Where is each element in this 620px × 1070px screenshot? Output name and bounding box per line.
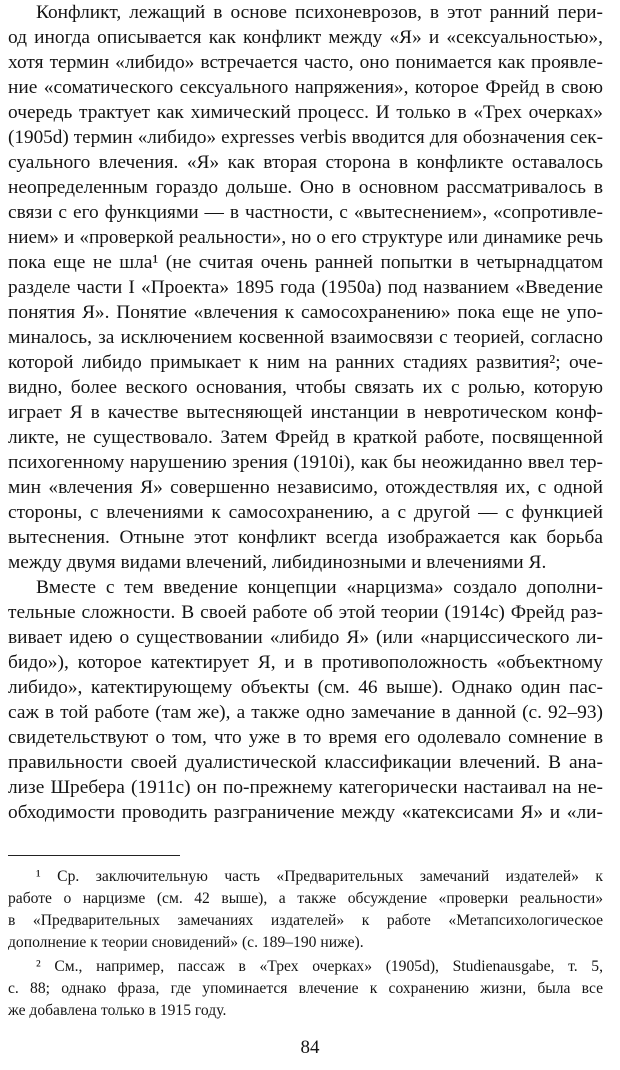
text-line: пока еще не шла¹ (не считая очень ранней попытки в четырнадцатом xyxy=(8,252,603,273)
footnote-line: ² См., например, пассаж в «Трех очерках» (1905d), Studienausgabe, т. 5, xyxy=(36,958,603,975)
text-line: неопределенным гораздо дольше. Оно в основном рассматривалось в xyxy=(8,177,603,198)
text-line: Вместе с тем введение концепции «нарцизма» создало дополни- xyxy=(36,577,603,598)
text-line: Конфликт, лежащий в основе психоневрозов, в этот ранний пери- xyxy=(36,2,603,23)
text-line: свидетельствуют о том, что уже в то время его одолевало сомнение в xyxy=(8,727,603,748)
text-line: тельные сложности. В своей работе об этой теории (1914c) Фрейд раз- xyxy=(8,602,603,623)
text-line: разделе части I «Проекта» 1895 года (1950a) под названием «Введение xyxy=(8,277,603,298)
text-line: бидо»), которое катектирует Я, и в противоположность «объектному xyxy=(8,652,603,673)
text-line: хотя термин «либидо» встречается часто, оно понимается как проявле- xyxy=(8,52,603,73)
text-line: связи с его функциями — в частности, с «вытеснением», «сопротивле- xyxy=(8,202,603,223)
text-line: вивает идею о существовании «либидо Я» (или «нарциссического ли- xyxy=(8,627,603,648)
text-line: од иногда описывается как конфликт между «Я» и «сексуальностью», xyxy=(8,27,603,48)
text-line: (1905d) термин «либидо» expresses verbis вводится для обозначения сек- xyxy=(8,127,603,148)
text-line: понятия Я». Понятие «влечения к самосохранению» пока еще не упо- xyxy=(8,302,603,323)
text-line: лизе Шребера (1911c) он по-прежнему категорически настаивал на не- xyxy=(8,777,603,798)
footnote-line: с. 88; однако фраза, где упоминается влечение к сохранению жизни, была все xyxy=(8,980,603,997)
footnote-line: в «Предварительных замечаниях издателей» к работе «Метапсихологическое xyxy=(8,912,603,929)
footnote-divider xyxy=(8,855,180,856)
footnote-line: работе о нарцизме (см. 42 выше), а также обсуждение «проверки реальности» xyxy=(8,890,603,907)
text-line: суального влечения. «Я» как вторая сторона в конфликте оставалось xyxy=(8,152,603,173)
page-number: 84 xyxy=(300,1037,320,1058)
text-line: мин «влечения Я» совершенно независимо, отождествляя их, с одной xyxy=(8,477,603,498)
text-line: ликте, не существовало. Затем Фрейд в краткой работе, посвященной xyxy=(8,427,603,448)
text-line: правильности своей дуалистической классификации влечений. В ана- xyxy=(8,752,603,773)
text-line: ние «соматического сексуального напряжения», которое Фрейд в свою xyxy=(8,77,603,98)
text-line: обходимости проводить разграничение между «катексисами Я» и «ли- xyxy=(8,802,603,823)
text-line: нием» и «проверкой реальности», но о его структуре или динамике речь xyxy=(8,227,603,248)
text-line: стороны, с влечениями к самосохранению, а с другой — с функцией xyxy=(8,502,603,523)
text-line: саж в той работе (там же), а также одно замечание в данной (с. 92–93) xyxy=(8,702,603,723)
footnote-line: ¹ Ср. заключительную часть «Предварительных замечаний издателей» к xyxy=(36,868,603,885)
text-line: видно, более веского основания, чтобы связать их с ролью, которую xyxy=(8,377,603,398)
text-line: миналось, за исключением косвенной взаимосвязи с теорией, согласно xyxy=(8,327,603,348)
footnote-line: же добавлена только в 1915 году. xyxy=(8,1002,227,1019)
text-line: либидо», катектирующему объекты (см. 46 выше). Однако один пас- xyxy=(8,677,603,698)
text-line: очередь трактует как химический процесс. И только в «Трех очерках» xyxy=(8,102,603,123)
footnote-line: дополнение к теории сновидений» (с. 189–190 ниже). xyxy=(8,934,364,951)
text-line: между двумя видами влечений, либидинозными и влечениями Я. xyxy=(8,552,547,573)
text-line: вытеснения. Отныне этот конфликт всегда изображается как борьба xyxy=(8,527,603,548)
text-line: которой либидо примыкает к ним на ранних стадиях развития²; оче- xyxy=(8,352,603,373)
text-line: психогенному нарушению зрения (1910i), как бы неожиданно ввел тер- xyxy=(8,452,603,473)
text-line: играет Я в качестве вытесняющей инстанции в невротическом конф- xyxy=(8,402,603,423)
